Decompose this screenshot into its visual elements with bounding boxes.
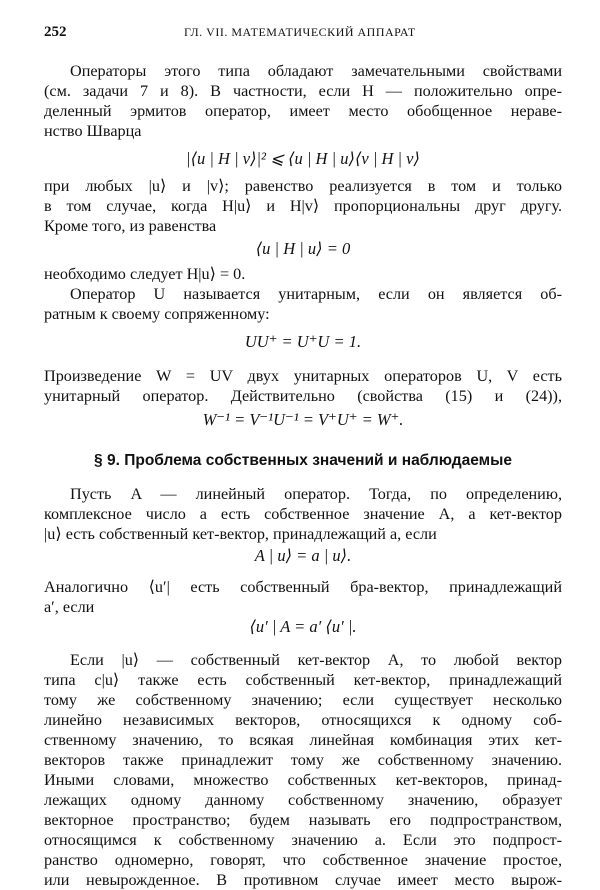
product-inverse-formula: W⁻¹ = V⁻¹U⁻¹ = V⁺U⁺ = W⁺.	[202, 410, 404, 429]
para7-line12: или невырожденное. В противном случае имеет место вырож-	[44, 871, 562, 889]
para2-line1: при любых |u⟩ и |v⟩; равенство реализуется в том и только	[44, 177, 562, 195]
para7-line11: ранство одномерно, говорят, что собственное значение простое,	[44, 851, 562, 869]
para1-line4: нство Шварца	[44, 122, 142, 140]
para7-line9: векторное пространство; будем называть его подпространством,	[44, 811, 562, 829]
para7-line1: Если |u⟩ — собственный кет-вектор A, то любой вектор	[70, 651, 562, 669]
para2-line3: Кроме того, из равенства	[44, 217, 217, 235]
section-heading: § 9. Проблема собственных значений и наблюдаемые	[94, 452, 512, 469]
para7-line7: Иными словами, множество собственных кет-векторов, принад-	[44, 771, 562, 789]
para4-line1: Произведение W = UV двух унитарных операторов U, V есть	[44, 367, 562, 385]
para5-line3: |u⟩ есть собственный кет-вектор, принадлежащий a, если	[44, 525, 437, 543]
para5-line1: Пусть A — линейный оператор. Тогда, по определению,	[70, 485, 562, 503]
para2-line2: в том случае, когда H|u⟩ и H|v⟩ пропорциональны друг другу.	[44, 197, 562, 215]
para4-line2: унитарный оператор. Действительно (свойства (15) и (24)),	[44, 387, 562, 405]
schwarz-inequality-formula: |⟨u | H | v⟩|² ⩽ ⟨u | H | u⟩⟨v | H | v⟩	[186, 149, 420, 168]
unitary-formula: UU⁺ = U⁺U = 1.	[244, 332, 362, 351]
para7-line2: типа c|u⟩ также есть собственный кет-вектор, принадлежащий	[44, 671, 562, 689]
zero-expectation-formula: ⟨u | H | u⟩ = 0	[255, 239, 351, 258]
para1-line1: Операторы этого типа обладают замечательными свойствами	[70, 62, 562, 80]
para3-line1: необходимо следует H|u⟩ = 0.	[44, 265, 246, 283]
para7-line3: тому же собственному значению; если существует несколько	[44, 691, 562, 709]
page-number: 252	[44, 24, 67, 40]
para3-line2: Оператор U называется унитарным, если он является об-	[70, 285, 562, 303]
para7-line4: линейно независимых векторов, относящихся к одному соб-	[44, 711, 562, 729]
para6-line2: a′, если	[44, 598, 95, 616]
running-head: ГЛ. VII. МАТЕМАТИЧЕСКИЙ АППАРАТ	[184, 25, 416, 39]
para6-line1: Аналогично ⟨u′| есть собственный бра-вектор, принадлежащий	[44, 578, 562, 596]
para1-line3: деленный эрмитов оператор, имеет место обобщенное нераве-	[44, 102, 562, 120]
para1-line2: (см. задачи 7 и 8). В частности, если H — положительно опре-	[44, 82, 562, 100]
para7-line5: ственному значению, то всякая линейная комбинация этих кет-	[44, 731, 562, 749]
para7-line8: лежащих одному данному собственному значению, образует	[44, 791, 562, 809]
page-header	[44, 24, 564, 46]
para7-line6: векторов также принадлежит тому же собственному значению.	[44, 751, 562, 769]
para7-line10: относящимся к собственному значению a. Если это подпрост-	[44, 831, 562, 849]
para5-line2: комплексное число a есть собственное значение A, а кет-вектор	[44, 505, 562, 523]
ket-eigen-equation: A | u⟩ = a | u⟩.	[254, 546, 352, 565]
bra-eigen-equation: ⟨u′ | A = a′ ⟨u′ |.	[249, 617, 357, 636]
para3-line3: ратным к своему сопряженному:	[44, 305, 270, 323]
